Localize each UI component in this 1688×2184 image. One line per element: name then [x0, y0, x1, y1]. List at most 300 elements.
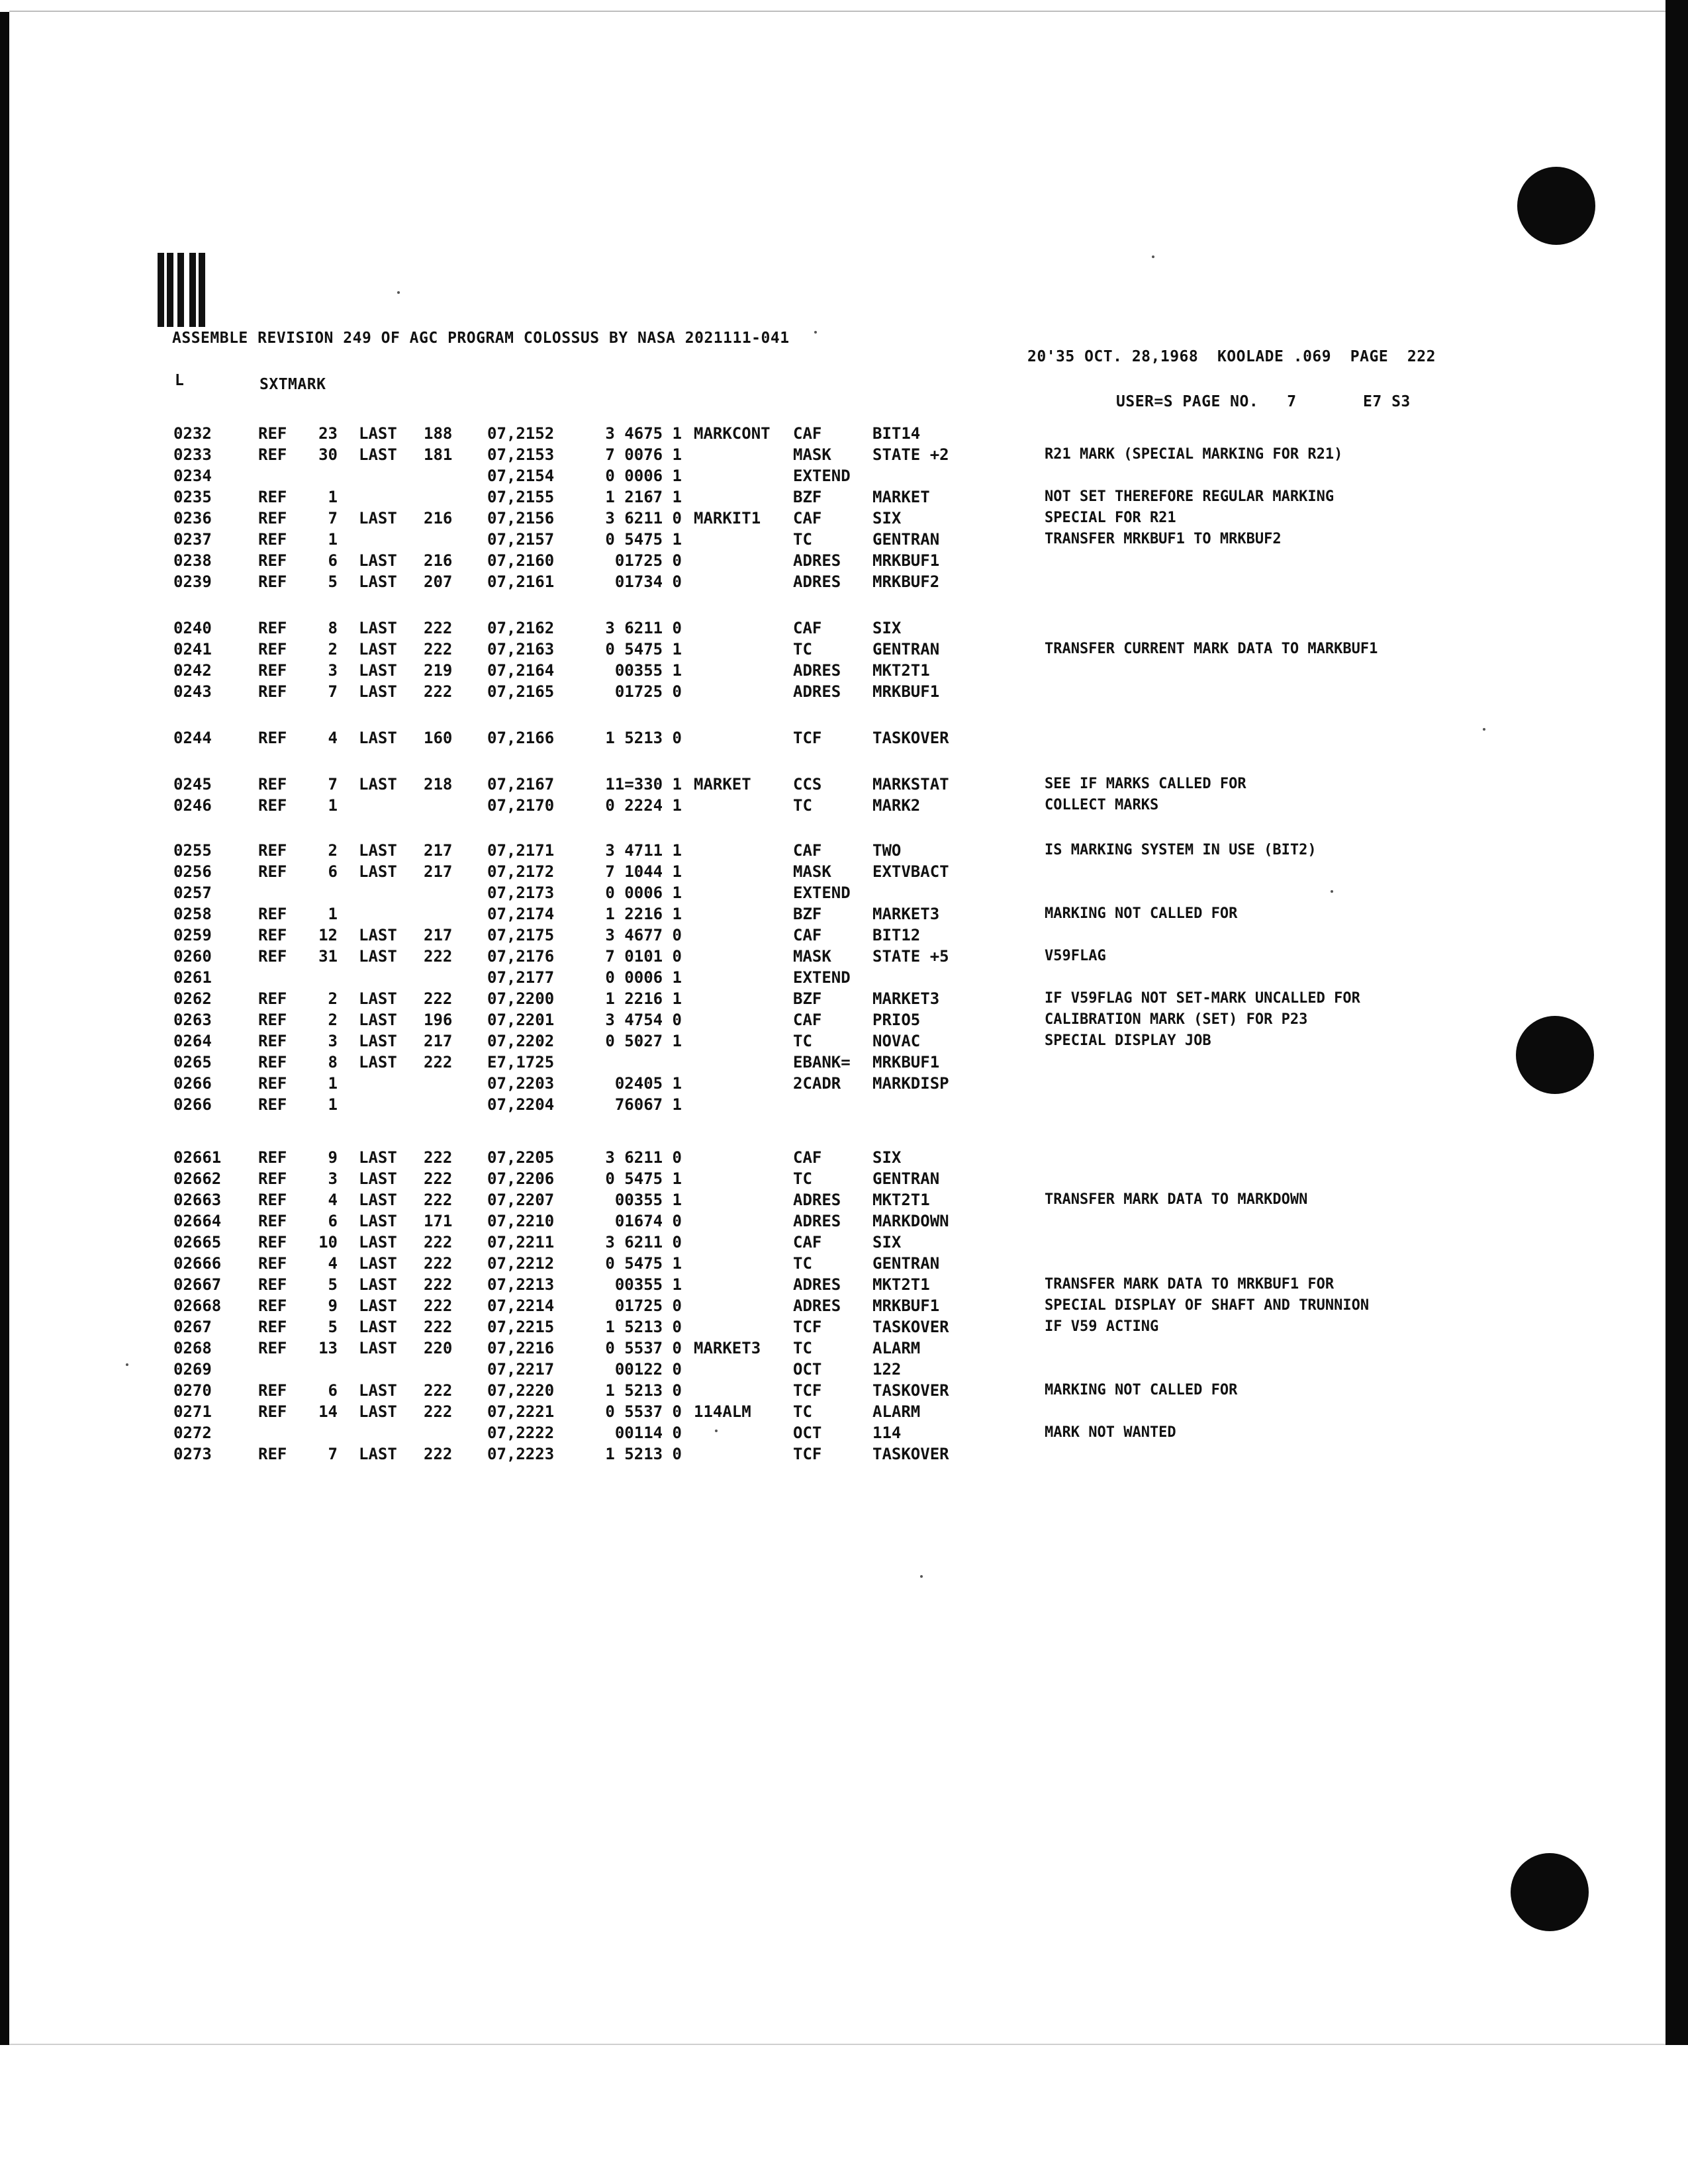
opcode: TCF	[793, 1318, 822, 1336]
operand: ALARM	[872, 1402, 921, 1421]
octal-code: 3 4754 0	[605, 1011, 682, 1029]
octal-code: 7 0076 1	[605, 445, 682, 464]
last-tag: LAST	[359, 682, 397, 701]
operand: BIT14	[872, 424, 921, 443]
ref-tag: REF	[258, 424, 287, 443]
ref-count: 23	[318, 424, 338, 443]
line-number: 0266	[173, 1074, 212, 1093]
line-number: 0238	[173, 551, 212, 570]
listing-row	[0, 466, 1655, 486]
address: 07,2164	[487, 661, 555, 680]
opcode: CAF	[793, 926, 822, 944]
address: 07,2211	[487, 1233, 555, 1251]
last-page: 217	[424, 841, 453, 860]
last-tag: LAST	[359, 1148, 397, 1167]
label: 114ALM	[694, 1402, 751, 1421]
octal-code: 0 0006 1	[605, 968, 682, 987]
opcode: EXTEND	[793, 968, 851, 987]
address: 07,2204	[487, 1095, 555, 1114]
listing-row	[0, 1148, 1655, 1167]
ref-count: 2	[328, 640, 338, 659]
operand: BIT12	[872, 926, 921, 944]
last-page: 222	[424, 1402, 453, 1421]
opcode: TC	[793, 1032, 812, 1050]
ref-tag: REF	[258, 1445, 287, 1463]
ref-count: 1	[328, 796, 338, 815]
octal-code: 0 5537 0	[605, 1402, 682, 1421]
listing-row	[0, 424, 1655, 443]
operand: MARKSTAT	[872, 775, 949, 794]
ref-tag: REF	[258, 1169, 287, 1188]
last-tag: LAST	[359, 551, 397, 570]
label: MARKIT1	[694, 509, 761, 527]
last-tag: LAST	[359, 1212, 397, 1230]
operand: MRKBUF1	[872, 551, 940, 570]
octal-code: 0 0006 1	[605, 884, 682, 902]
operand: EXTVBACT	[872, 862, 949, 881]
last-tag: LAST	[359, 947, 397, 966]
opcode: BZF	[793, 905, 822, 923]
last-tag: LAST	[359, 1318, 397, 1336]
last-tag: LAST	[359, 1191, 397, 1209]
octal-code: 1 2167 1	[605, 488, 682, 506]
address: 07,2206	[487, 1169, 555, 1188]
last-page: 222	[424, 1233, 453, 1251]
comment: IS MARKING SYSTEM IN USE (BIT2)	[1045, 842, 1317, 858]
last-page: 222	[424, 1254, 453, 1273]
address: 07,2163	[487, 640, 555, 659]
listing-row	[0, 1052, 1655, 1072]
listing-row	[0, 639, 1655, 659]
octal-code: 1 5213 0	[605, 1381, 682, 1400]
comment: IF V59 ACTING	[1045, 1318, 1159, 1335]
operand: MRKBUF1	[872, 1053, 940, 1071]
listing-row	[0, 1010, 1655, 1030]
header-date-page: 20'35 OCT. 28,1968 KOOLADE .069 PAGE 222	[1027, 348, 1436, 365]
line-number: 0262	[173, 989, 212, 1008]
operand: TASKOVER	[872, 729, 949, 747]
ref-count: 2	[328, 1011, 338, 1029]
comment: IF V59FLAG NOT SET-MARK UNCALLED FOR	[1045, 990, 1360, 1007]
log-section-name: SXTMARK	[259, 376, 326, 393]
address: 07,2222	[487, 1424, 555, 1442]
last-page: 160	[424, 729, 453, 747]
listing-row	[0, 1275, 1655, 1295]
address: 07,2210	[487, 1212, 555, 1230]
listing-row	[0, 1095, 1655, 1115]
listing-row	[0, 1423, 1655, 1443]
opcode: BZF	[793, 488, 822, 506]
line-number: 02666	[173, 1254, 222, 1273]
line-number: 0232	[173, 424, 212, 443]
operand: PRIO5	[872, 1011, 921, 1029]
line-number: 0261	[173, 968, 212, 987]
listing-row	[0, 682, 1655, 702]
ref-count: 6	[328, 551, 338, 570]
ref-tag: REF	[258, 1233, 287, 1251]
listing-row	[0, 487, 1655, 507]
last-tag: LAST	[359, 1339, 397, 1357]
ref-tag: REF	[258, 989, 287, 1008]
line-number: 0236	[173, 509, 212, 527]
ref-count: 1	[328, 488, 338, 506]
address: 07,2177	[487, 968, 555, 987]
opcode: TC	[793, 1339, 812, 1357]
ref-tag: REF	[258, 1148, 287, 1167]
listing-row	[0, 728, 1655, 748]
ref-count: 7	[328, 1445, 338, 1463]
last-page: 217	[424, 1032, 453, 1050]
ref-tag: REF	[258, 572, 287, 591]
operand: SIX	[872, 1233, 902, 1251]
line-number: 02661	[173, 1148, 222, 1167]
address: 07,2203	[487, 1074, 555, 1093]
octal-code: 0 5475 1	[605, 1254, 682, 1273]
opcode: CAF	[793, 1148, 822, 1167]
last-page: 222	[424, 989, 453, 1008]
line-number: 0255	[173, 841, 212, 860]
address: 07,2221	[487, 1402, 555, 1421]
last-tag: LAST	[359, 841, 397, 860]
last-page: 222	[424, 1381, 453, 1400]
line-number: 02668	[173, 1297, 222, 1315]
punch-hole	[1511, 1853, 1589, 1931]
listing-row	[0, 925, 1655, 945]
ref-count: 4	[328, 1254, 338, 1273]
label: MARKET3	[694, 1339, 761, 1357]
octal-code: 11=330 1	[605, 775, 682, 794]
octal-code: 00114 0	[614, 1424, 682, 1442]
opcode: TC	[793, 1254, 812, 1273]
line-number: 0244	[173, 729, 212, 747]
octal-code: 0 5475 1	[605, 640, 682, 659]
ref-tag: REF	[258, 1275, 287, 1294]
listing-row	[0, 989, 1655, 1009]
address: 07,2223	[487, 1445, 555, 1463]
listing-row	[0, 1031, 1655, 1051]
octal-code: 0 5475 1	[605, 530, 682, 549]
ref-tag: REF	[258, 796, 287, 815]
opcode: ADRES	[793, 1275, 841, 1294]
opcode: TC	[793, 1169, 812, 1188]
opcode: EXTEND	[793, 467, 851, 485]
listing-row	[0, 1359, 1655, 1379]
octal-code: 3 6211 0	[605, 509, 682, 527]
line-number: 0234	[173, 467, 212, 485]
listing-row	[0, 1296, 1655, 1316]
ref-count: 4	[328, 729, 338, 747]
operand: MKT2T1	[872, 661, 930, 680]
opcode: EXTEND	[793, 884, 851, 902]
ref-tag: REF	[258, 551, 287, 570]
last-tag: LAST	[359, 1254, 397, 1273]
comment: TRANSFER MARK DATA TO MARKDOWN	[1045, 1191, 1308, 1208]
line-number: 0273	[173, 1445, 212, 1463]
listing-row	[0, 883, 1655, 903]
line-number: 0266	[173, 1095, 212, 1114]
line-number: 0259	[173, 926, 212, 944]
listing-row	[0, 862, 1655, 882]
last-page: 216	[424, 509, 453, 527]
line-number: 0241	[173, 640, 212, 659]
comment: MARKING NOT CALLED FOR	[1045, 1382, 1238, 1398]
last-tag: LAST	[359, 572, 397, 591]
listing-row	[0, 1211, 1655, 1231]
last-tag: LAST	[359, 619, 397, 637]
line-number: 0235	[173, 488, 212, 506]
last-tag: LAST	[359, 862, 397, 881]
last-page: 220	[424, 1339, 453, 1357]
ref-tag: REF	[258, 926, 287, 944]
octal-code: 01674 0	[614, 1212, 682, 1230]
address: 07,2155	[487, 488, 555, 506]
listing-row	[0, 1169, 1655, 1189]
listing-row	[0, 1232, 1655, 1252]
octal-code: 1 2216 1	[605, 989, 682, 1008]
operand: MARKET3	[872, 989, 940, 1008]
opcode: TC	[793, 640, 812, 659]
line-number: 0242	[173, 661, 212, 680]
comment: SPECIAL DISPLAY OF SHAFT AND TRUNNION	[1045, 1297, 1370, 1314]
line-number: 0269	[173, 1360, 212, 1379]
comment: MARK NOT WANTED	[1045, 1424, 1176, 1441]
line-number: 0239	[173, 572, 212, 591]
ref-count: 8	[328, 1053, 338, 1071]
octal-code: 00355 1	[614, 1275, 682, 1294]
opcode: TC	[793, 796, 812, 815]
octal-code: 0 2224 1	[605, 796, 682, 815]
listing-row	[0, 1402, 1655, 1422]
last-page: 218	[424, 775, 453, 794]
last-page: 216	[424, 551, 453, 570]
last-tag: LAST	[359, 1169, 397, 1188]
operand: GENTRAN	[872, 1254, 940, 1273]
last-page: 222	[424, 1148, 453, 1167]
line-number: 0264	[173, 1032, 212, 1050]
ref-tag: REF	[258, 661, 287, 680]
octal-code: 7 0101 0	[605, 947, 682, 966]
comment: MARKING NOT CALLED FOR	[1045, 905, 1238, 922]
ref-tag: REF	[258, 1297, 287, 1315]
line-number: 0246	[173, 796, 212, 815]
address: 07,2214	[487, 1297, 555, 1315]
ref-tag: REF	[258, 1095, 287, 1114]
ref-count: 7	[328, 509, 338, 527]
address: 07,2162	[487, 619, 555, 637]
last-tag: LAST	[359, 729, 397, 747]
last-tag: LAST	[359, 1233, 397, 1251]
opcode: ADRES	[793, 1212, 841, 1230]
line-number: 0240	[173, 619, 212, 637]
last-page: 222	[424, 1053, 453, 1071]
opcode: BZF	[793, 989, 822, 1008]
last-page: 222	[424, 619, 453, 637]
listing-row	[0, 551, 1655, 570]
address: 07,2167	[487, 775, 555, 794]
opcode: EBANK=	[793, 1053, 851, 1071]
last-tag: LAST	[359, 509, 397, 527]
ref-count: 8	[328, 619, 338, 637]
line-number: 02667	[173, 1275, 222, 1294]
ref-tag: REF	[258, 775, 287, 794]
operand: GENTRAN	[872, 1169, 940, 1188]
opcode: TC	[793, 530, 812, 549]
opcode: ADRES	[793, 1297, 841, 1315]
listing-row	[0, 904, 1655, 924]
operand: MARKET3	[872, 905, 940, 923]
last-page: 217	[424, 862, 453, 881]
line-number: 0265	[173, 1053, 212, 1071]
operand: MKT2T1	[872, 1275, 930, 1294]
line-number: 0272	[173, 1424, 212, 1442]
listing-row	[0, 660, 1655, 680]
last-page: 171	[424, 1212, 453, 1230]
address: 07,2172	[487, 862, 555, 881]
operand: 114	[872, 1424, 902, 1442]
ref-count: 1	[328, 905, 338, 923]
label: MARKET	[694, 775, 751, 794]
last-tag: LAST	[359, 926, 397, 944]
operand: NOVAC	[872, 1032, 921, 1050]
line-number: 0267	[173, 1318, 212, 1336]
octal-code: 00355 1	[614, 661, 682, 680]
last-tag: LAST	[359, 1297, 397, 1315]
address: 07,2202	[487, 1032, 555, 1050]
operand: MARKDISP	[872, 1074, 949, 1093]
operand: TASKOVER	[872, 1318, 949, 1336]
octal-code: 1 5213 0	[605, 1318, 682, 1336]
ref-tag: REF	[258, 619, 287, 637]
last-tag: LAST	[359, 1381, 397, 1400]
last-page: 222	[424, 1191, 453, 1209]
ref-count: 1	[328, 1074, 338, 1093]
ref-tag: REF	[258, 862, 287, 881]
address: 07,2201	[487, 1011, 555, 1029]
ref-tag: REF	[258, 1402, 287, 1421]
operand: ALARM	[872, 1339, 921, 1357]
opcode: CCS	[793, 775, 822, 794]
last-page: 217	[424, 926, 453, 944]
ref-tag: REF	[258, 1339, 287, 1357]
line-number: 02664	[173, 1212, 222, 1230]
last-page: 222	[424, 1169, 453, 1188]
address: 07,2171	[487, 841, 555, 860]
opcode: ADRES	[793, 551, 841, 570]
listing-row	[0, 529, 1655, 549]
ref-count: 5	[328, 1318, 338, 1336]
address: 07,2212	[487, 1254, 555, 1273]
ref-count: 6	[328, 1381, 338, 1400]
octal-code: 00122 0	[614, 1360, 682, 1379]
address: 07,2166	[487, 729, 555, 747]
operand: MKT2T1	[872, 1191, 930, 1209]
line-number: 02665	[173, 1233, 222, 1251]
listing-row	[0, 1444, 1655, 1464]
address: 07,2152	[487, 424, 555, 443]
last-page: 181	[424, 445, 453, 464]
operand: GENTRAN	[872, 530, 940, 549]
last-page: 222	[424, 1445, 453, 1463]
operand: STATE +5	[872, 947, 949, 966]
last-tag: LAST	[359, 424, 397, 443]
ref-tag: REF	[258, 1191, 287, 1209]
comment: COLLECT MARKS	[1045, 797, 1159, 813]
address: 07,2165	[487, 682, 555, 701]
opcode: CAF	[793, 424, 822, 443]
label: MARKCONT	[694, 424, 771, 443]
address: 07,2153	[487, 445, 555, 464]
opcode: CAF	[793, 619, 822, 637]
ref-tag: REF	[258, 445, 287, 464]
last-page: 188	[424, 424, 453, 443]
listing-row	[0, 774, 1655, 794]
comment: V59FLAG	[1045, 948, 1106, 964]
line-number: 0233	[173, 445, 212, 464]
comment: SPECIAL DISPLAY JOB	[1045, 1032, 1211, 1049]
last-tag: LAST	[359, 1445, 397, 1463]
octal-code: 01725 0	[614, 682, 682, 701]
registration-bars	[158, 253, 218, 332]
last-page: 222	[424, 947, 453, 966]
octal-code: 01734 0	[614, 572, 682, 591]
opcode: ADRES	[793, 682, 841, 701]
ref-tag: REF	[258, 905, 287, 923]
operand: MARKET	[872, 488, 930, 506]
listing-row	[0, 508, 1655, 528]
ref-tag: REF	[258, 947, 287, 966]
opcode: ADRES	[793, 572, 841, 591]
operand: TWO	[872, 841, 902, 860]
ref-count: 13	[318, 1339, 338, 1357]
opcode: TCF	[793, 729, 822, 747]
last-tag: LAST	[359, 1275, 397, 1294]
listing-row	[0, 946, 1655, 966]
line-number: 0270	[173, 1381, 212, 1400]
listing-row	[0, 968, 1655, 987]
ref-tag: REF	[258, 640, 287, 659]
opcode: CAF	[793, 841, 822, 860]
operand: MARK2	[872, 796, 921, 815]
ref-tag: REF	[258, 509, 287, 527]
ref-tag: REF	[258, 841, 287, 860]
comment: SEE IF MARKS CALLED FOR	[1045, 776, 1246, 792]
address: E7,1725	[487, 1053, 555, 1071]
address: 07,2170	[487, 796, 555, 815]
line-number: 0257	[173, 884, 212, 902]
operand: MRKBUF1	[872, 1297, 940, 1315]
address: 07,2175	[487, 926, 555, 944]
address: 07,2156	[487, 509, 555, 527]
ref-count: 12	[318, 926, 338, 944]
octal-code: 1 5213 0	[605, 729, 682, 747]
opcode: 2CADR	[793, 1074, 841, 1093]
octal-code: 02405 1	[614, 1074, 682, 1093]
listing-row	[0, 1253, 1655, 1273]
operand: SIX	[872, 1148, 902, 1167]
listing-row	[0, 1190, 1655, 1210]
ref-count: 14	[318, 1402, 338, 1421]
octal-code: 0 5475 1	[605, 1169, 682, 1188]
ref-count: 3	[328, 1169, 338, 1188]
address: 07,2216	[487, 1339, 555, 1357]
ref-tag: REF	[258, 729, 287, 747]
ref-count: 9	[328, 1148, 338, 1167]
last-page: 222	[424, 1297, 453, 1315]
last-tag: LAST	[359, 1053, 397, 1071]
line-number: 0237	[173, 530, 212, 549]
ref-count: 3	[328, 661, 338, 680]
ref-tag: REF	[258, 530, 287, 549]
